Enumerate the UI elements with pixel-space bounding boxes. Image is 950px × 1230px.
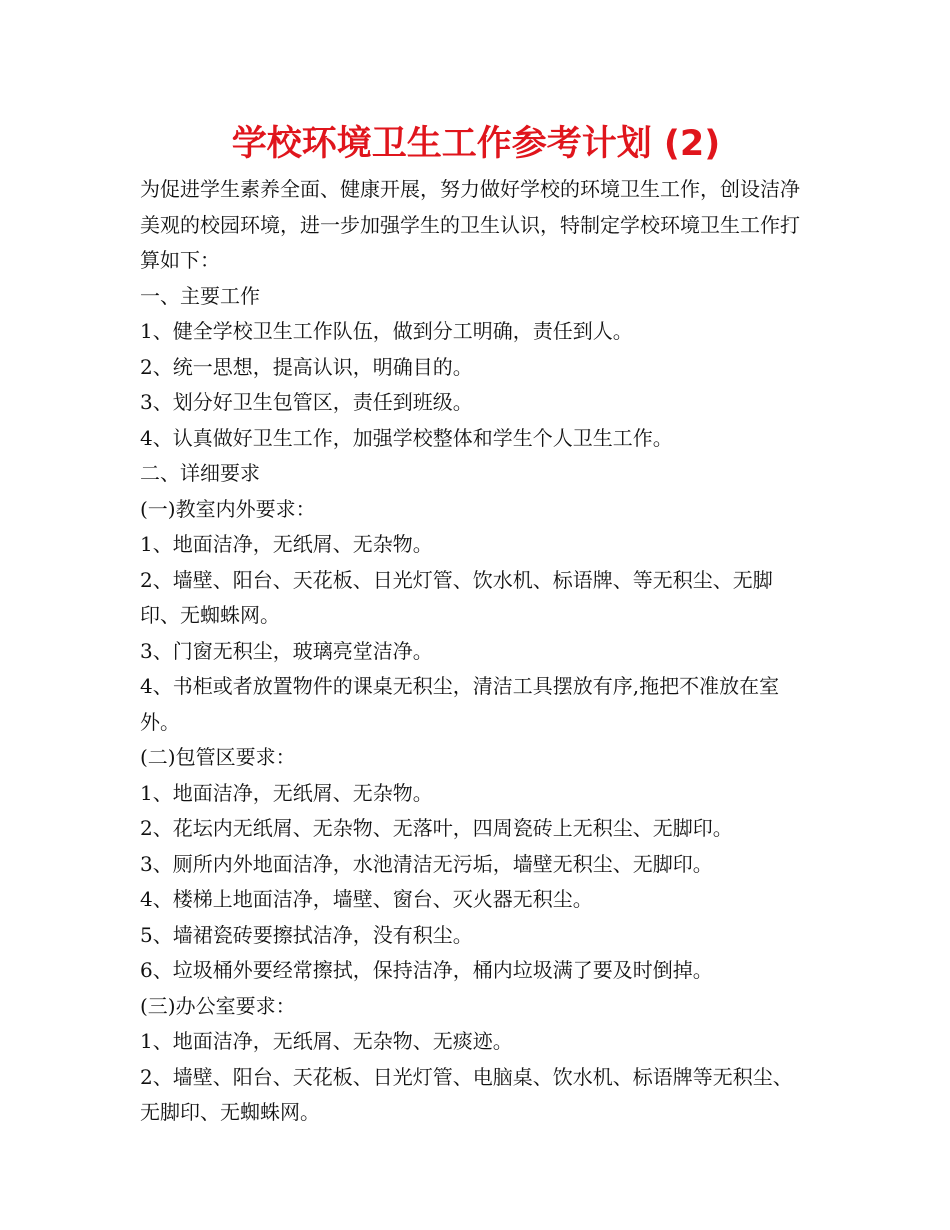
subsection-heading-classroom: (一)教室内外要求： xyxy=(140,496,316,521)
list-item: 3、厕所内外地面洁净，水池清洁无污垢，墙壁无积尘、无脚印。 xyxy=(140,851,713,876)
list-item: 5、墙裙瓷砖要擦拭洁净，没有积尘。 xyxy=(140,922,473,947)
subsection-heading-area: (二)包管区要求： xyxy=(140,745,296,769)
list-item: 3、门窗无积尘，玻璃亮堂洁净。 xyxy=(140,638,433,663)
list-item: 1、健全学校卫生工作队伍，做到分工明确，责任到人。 xyxy=(140,319,633,343)
document-body xyxy=(140,172,812,1131)
list-item: 2、墙壁、阳台、天花板、日光灯管、饮水机、标语牌、等无积尘、无脚印、无蜘蛛网。 xyxy=(140,567,773,627)
list-item: 1、地面洁净，无纸屑、无杂物。 xyxy=(140,780,433,805)
list-item: 3、划分好卫生包管区，责任到班级。 xyxy=(140,390,473,414)
intro-paragraph: 为促进学生素养全面、健康开展，努力做好学校的环境卫生工作，创设洁净美观的校园环境，进一步加强学生的卫生认识，特制定学校环境卫生工作打算如下： xyxy=(140,177,800,272)
list-item: 2、统一思想，提高认识，明确目的。 xyxy=(140,354,473,379)
list-item: 2、墙壁、阳台、天花板、日光灯管、电脑桌、饮水机、标语牌等无积尘、无脚印、无蜘蛛网。 xyxy=(140,1064,793,1124)
document-title: 学校环境卫生工作参考计划 (2) xyxy=(231,124,721,164)
list-item: 2、花坛内无纸屑、无杂物、无落叶，四周瓷砖上无积尘、无脚印。 xyxy=(140,816,733,840)
subsection-heading-office: (三)办公室要求： xyxy=(140,993,296,1018)
list-item: 1、地面洁净，无纸屑、无杂物、无痰迹。 xyxy=(140,1029,513,1053)
list-item: 4、认真做好卫生工作，加强学校整体和学生个人卫生工作。 xyxy=(140,425,673,450)
list-item: 6、垃圾桶外要经常擦拭，保持洁净，桶内垃圾满了要及时倒掉。 xyxy=(140,958,713,982)
list-item: 4、书柜或者放置物件的课桌无积尘，清洁工具摆放有序,拖把不准放在室外。 xyxy=(140,674,780,734)
list-item: 4、楼梯上地面洁净，墙壁、窗台、灭火器无积尘。 xyxy=(140,887,593,911)
section-heading-requirements: 二、详细要求 xyxy=(140,461,260,485)
list-item: 1、地面洁净，无纸屑、无杂物。 xyxy=(140,532,433,556)
section-heading-main-work: 一、主要工作 xyxy=(140,283,260,308)
